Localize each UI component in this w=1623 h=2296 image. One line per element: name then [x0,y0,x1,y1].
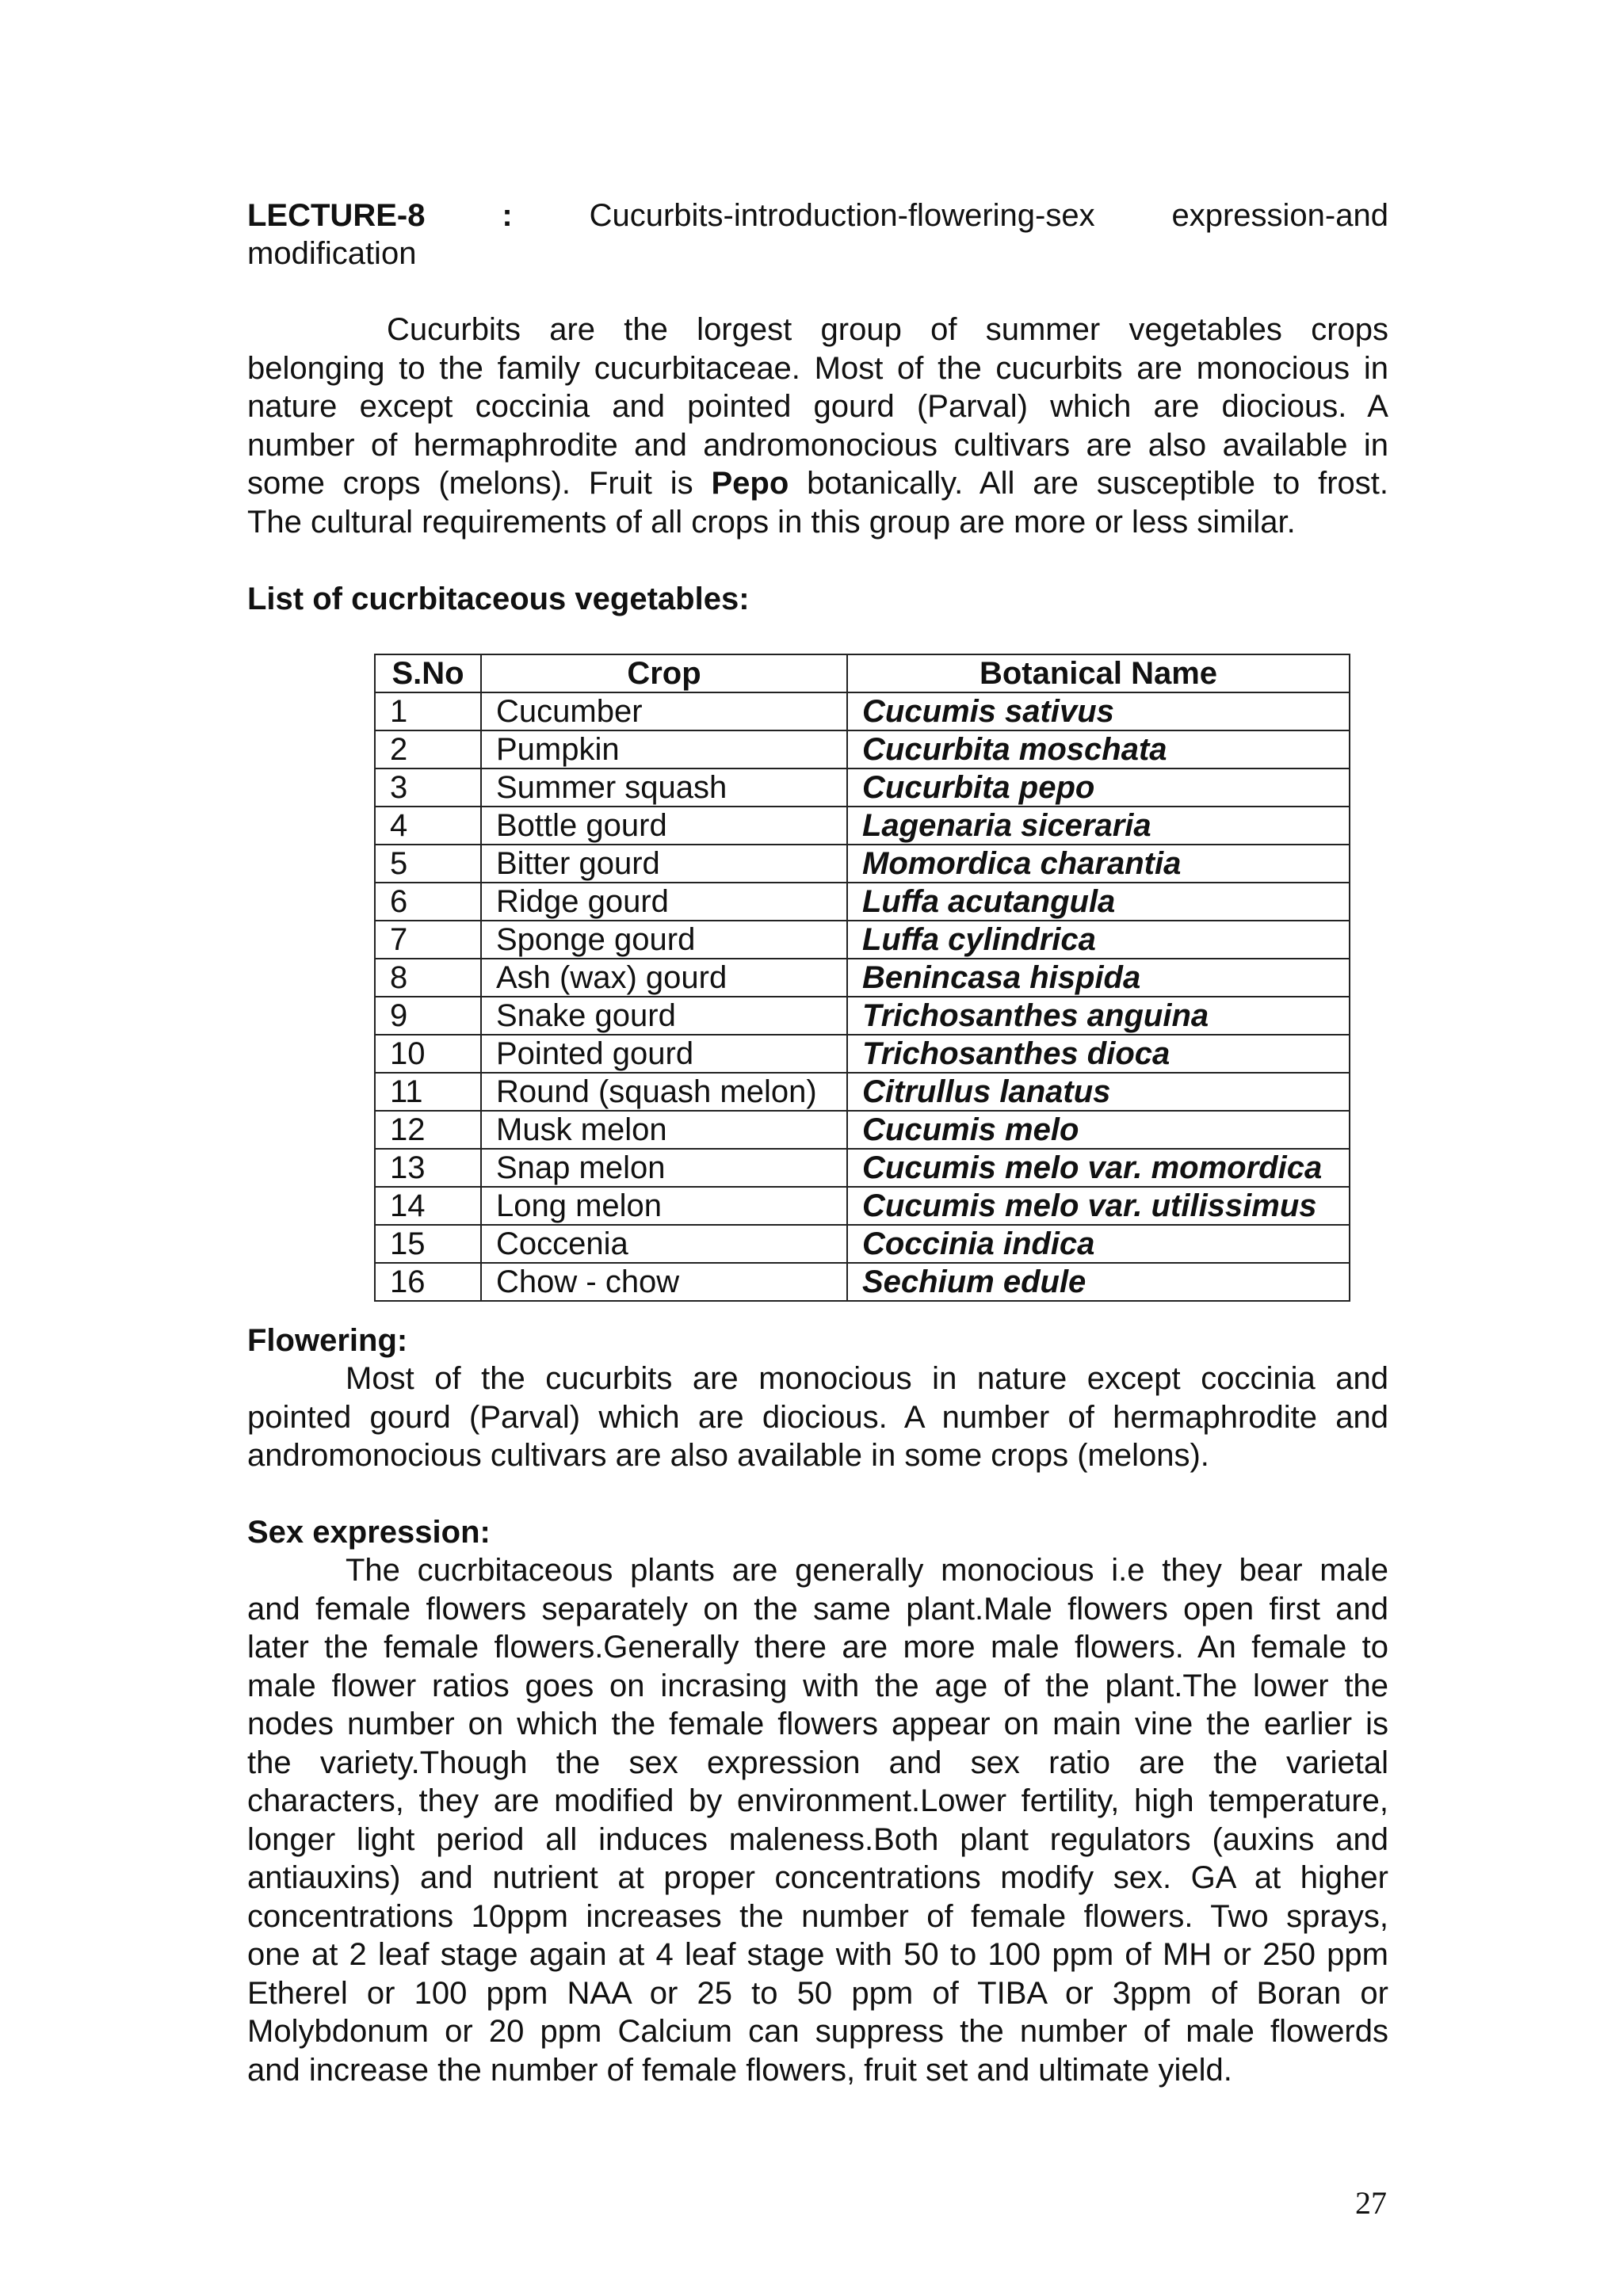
cell-crop: Musk melon [481,1111,847,1149]
table-row [375,1149,1350,1187]
sex-expression-line: one at 2 leaf stage again at 4 leaf stage with 50 to 100 ppm of MH or 250 ppm [247,1937,1388,1972]
intro-line5-b: botanically. All are susceptible to frost. [807,466,1388,501]
sex-expression-line: Molybdonum or 20 ppm Calcium can suppress the number of male flowerds [247,2014,1388,2049]
header-sno: S.No [375,654,481,692]
cell-sno: 8 [375,959,481,997]
pepo-term: Pepo [711,466,789,501]
cell-crop: Cucumber [481,692,847,730]
sex-expression-line: nodes number on which the female flowers appear on main vine the earlier is [247,1707,1388,1741]
cell-botanical: Citrullus lanatus [847,1073,1350,1111]
intro-line [247,464,1388,503]
cell-crop: Pointed gourd [481,1035,847,1073]
cell-botanical: Cucurbita pepo [847,769,1350,807]
intro-line: nature except coccinia and pointed gourd (Parval) which are diocious. A [247,389,1388,424]
sex-expression-line: and increase the number of female flowers, fruit set and ultimate yield. [247,2052,1232,2088]
cell-botanical: Trichosanthes dioca [847,1035,1350,1073]
cell-crop: Chow - chow [481,1263,847,1301]
sex-expression-line: male flower ratios goes on incrasing with the age of the plant.The lower the [247,1668,1388,1703]
sex-expression-paragraph [247,1551,1388,2089]
cell-botanical: Cucurbita moschata [847,730,1350,769]
lecture-colon: : [502,198,513,233]
intro-line: Cucurbits are the lorgest group of summer vegetables crops [387,312,1388,347]
cell-botanical: Cucumis melo var. utilissimus [847,1187,1350,1225]
cell-crop: Bottle gourd [481,807,847,845]
cell-crop: Coccenia [481,1225,847,1263]
intro-line: number of hermaphrodite and andromonocious cultivars are also available in [247,427,1388,463]
cell-botanical: Coccinia indica [847,1225,1350,1263]
cell-sno: 1 [375,692,481,730]
cell-sno: 13 [375,1149,481,1187]
intro-line5-a: some crops (melons). Fruit is [247,466,693,501]
cucurbit-crops-table [374,654,1350,1302]
intro-line: belonging to the family cucurbitaceae. Most of the cucurbits are monocious in [247,350,1388,386]
cell-sno: 12 [375,1111,481,1149]
flowering-line: andromonocious cultivars are also available in some crops (melons). [247,1438,1209,1473]
cell-botanical: Trichosanthes anguina [847,997,1350,1035]
cell-botanical: Benincasa hispida [847,959,1350,997]
cell-botanical: Cucumis sativus [847,692,1350,730]
cell-botanical: Cucumis melo var. momordica [847,1149,1350,1187]
cell-botanical: Cucumis melo [847,1111,1350,1149]
table-row [375,730,1350,769]
lecture-title-part3: modification [247,236,417,271]
cell-crop: Sponge gourd [481,921,847,959]
cell-sno: 7 [375,921,481,959]
cell-crop: Pumpkin [481,730,847,769]
table-row [375,1225,1350,1263]
flowering-line: pointed gourd (Parval) which are diocious. A number of hermaphrodite and [247,1399,1388,1435]
table-row [375,1111,1350,1149]
sex-expression-line: and female flowers separately on the same plant.Male flowers open first and [247,1591,1388,1627]
lecture-heading [247,196,1388,273]
table-row [375,921,1350,959]
cell-sno: 16 [375,1263,481,1301]
cell-crop: Round (squash melon) [481,1073,847,1111]
sex-expression-line: concentrations 10ppm increases the number of female flowers. Two sprays, [247,1898,1388,1934]
cell-crop: Snap melon [481,1149,847,1187]
header-crop: Crop [481,654,847,692]
table-header-row [375,654,1350,692]
header-botanical: Botanical Name [847,654,1350,692]
list-heading: List of cucrbitaceous vegetables: [247,582,750,616]
table-row [375,807,1350,845]
table-row [375,1073,1350,1111]
cell-crop: Bitter gourd [481,845,847,883]
cell-sno: 15 [375,1225,481,1263]
cell-botanical: Momordica charantia [847,845,1350,883]
sex-expression-line: Etherel or 100 ppm NAA or 25 to 50 ppm of TIBA or 3ppm of Boran or [247,1975,1388,2011]
table-row [375,883,1350,921]
cell-sno: 3 [375,769,481,807]
table-row [375,692,1350,730]
table-row [375,769,1350,807]
cell-sno: 2 [375,730,481,769]
sex-expression-line: the variety.Though the sex expression and sex ratio are the varietal [247,1745,1388,1780]
cell-sno: 9 [375,997,481,1035]
cell-botanical: Luffa acutangula [847,883,1350,921]
cell-crop: Summer squash [481,769,847,807]
sex-expression-line: longer light period all induces maleness.Both plant regulators (auxins and [247,1821,1388,1857]
lecture-label: LECTURE-8 [247,198,426,233]
sex-expression-line: antiauxins) and nutrient at proper concentrations modify sex. GA at higher [247,1860,1388,1895]
cell-sno: 6 [375,883,481,921]
table-row [375,1263,1350,1301]
cell-sno: 5 [375,845,481,883]
lecture-title-part1: Cucurbits-introduction-flowering-sex [589,198,1095,233]
cell-botanical: Lagenaria siceraria [847,807,1350,845]
flowering-heading: Flowering: [247,1323,408,1358]
intro-paragraph [247,311,1388,541]
cell-sno: 10 [375,1035,481,1073]
flowering-paragraph [247,1360,1388,1475]
sex-expression-line: characters, they are modified by environment.Lower fertility, high temperature, [247,1783,1388,1818]
cell-sno: 14 [375,1187,481,1225]
table-row [375,1035,1350,1073]
sex-expression-line: later the female flowers.Generally there are more male flowers. An female to [247,1630,1388,1665]
lecture-title-part2: expression-and [1171,198,1388,233]
sex-expression-heading: Sex expression: [247,1515,491,1550]
cell-botanical: Sechium edule [847,1263,1350,1301]
table-row [375,1187,1350,1225]
cell-crop: Ridge gourd [481,883,847,921]
table-row [375,997,1350,1035]
cell-crop: Ash (wax) gourd [481,959,847,997]
cell-crop: Long melon [481,1187,847,1225]
cell-sno: 11 [375,1073,481,1111]
intro-line: The cultural requirements of all crops in this group are more or less similar. [247,504,1296,540]
table-row [375,959,1350,997]
sex-expression-line: The cucrbitaceous plants are generally monocious i.e they bear male [346,1553,1388,1588]
cell-sno: 4 [375,807,481,845]
table-row [375,845,1350,883]
cell-crop: Snake gourd [481,997,847,1035]
lecture-heading-row [247,196,1388,235]
page-number: 27 [1355,2185,1387,2221]
cell-botanical: Luffa cylindrica [847,921,1350,959]
flowering-line: Most of the cucurbits are monocious in nature except coccinia and [346,1361,1388,1396]
